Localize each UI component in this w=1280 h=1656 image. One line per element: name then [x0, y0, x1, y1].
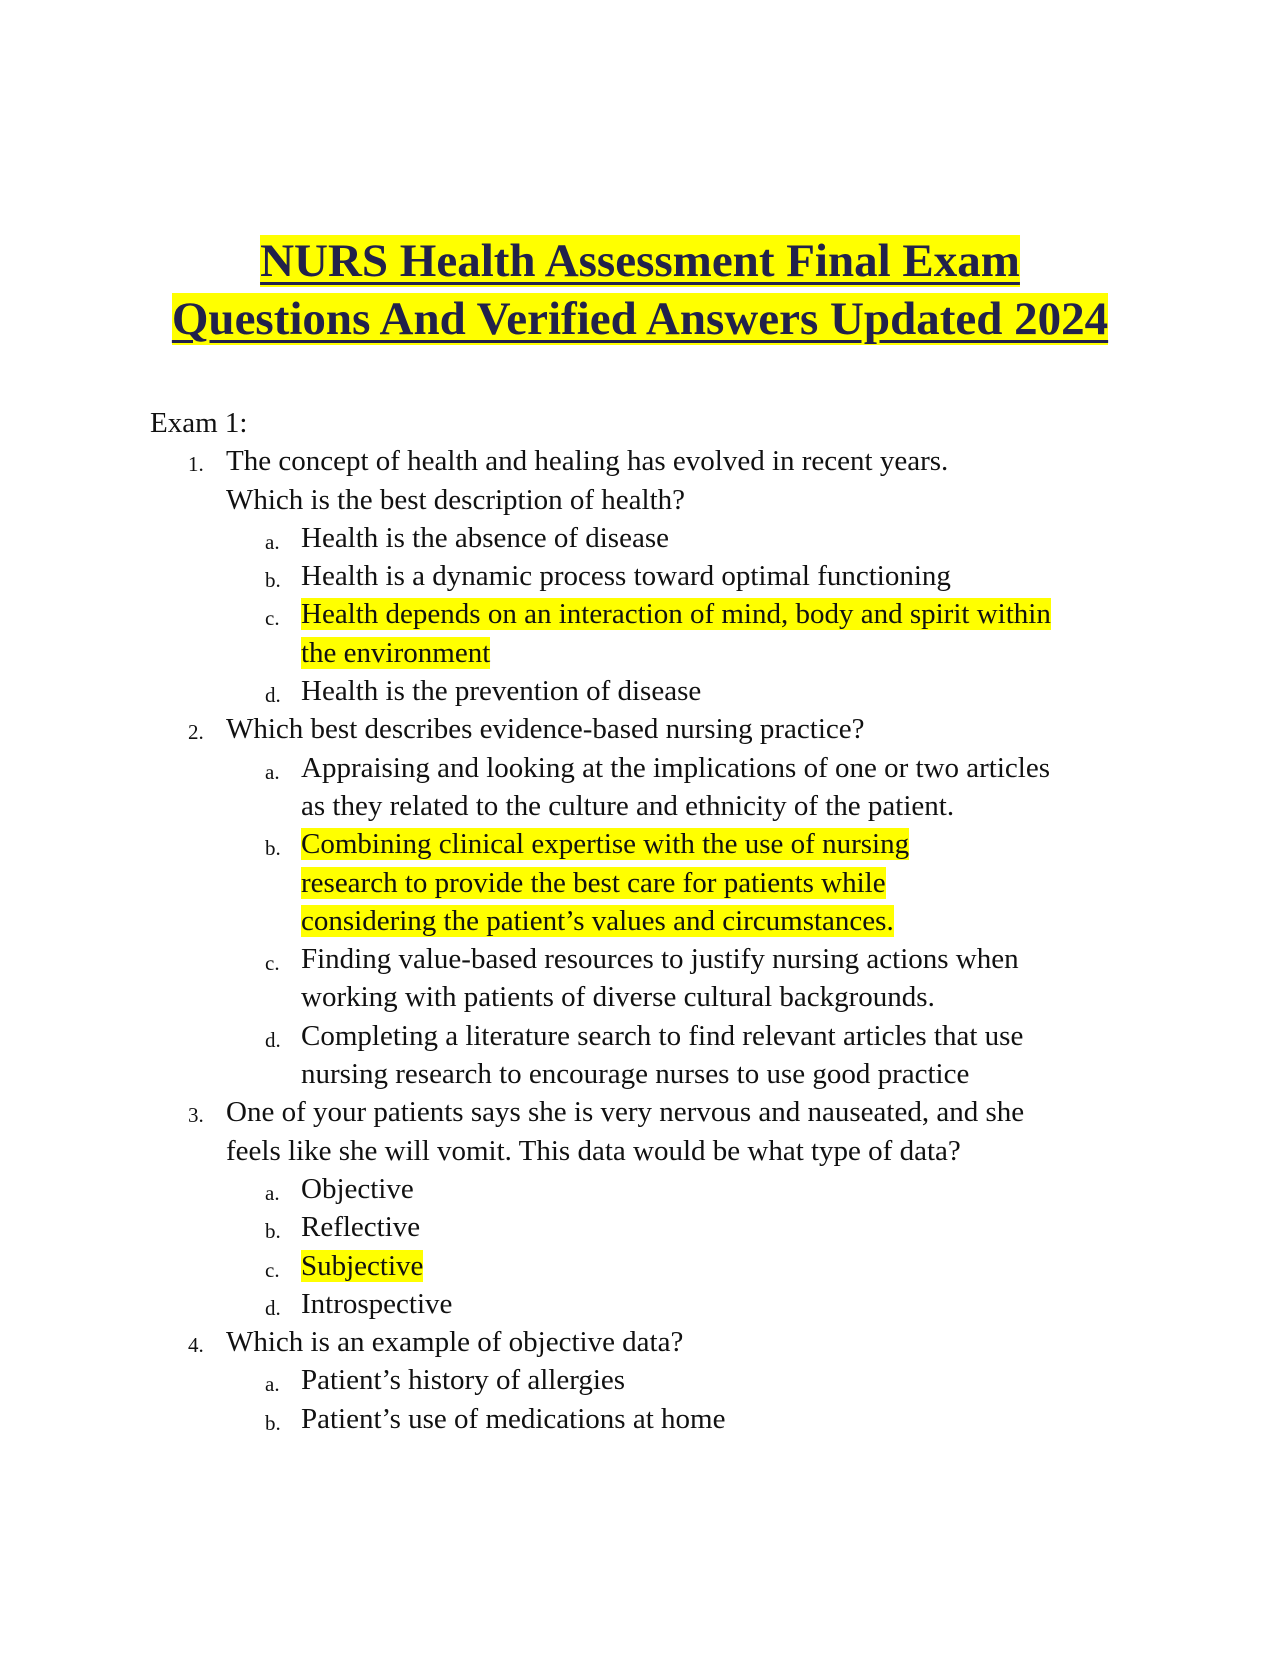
option-list — [226, 1170, 1150, 1323]
option-2c — [226, 940, 1150, 1017]
option-letter: a. — [265, 1180, 280, 1205]
question-number: 1. — [188, 452, 204, 477]
option-text: Patient’s use of medications at home — [301, 1402, 726, 1435]
option-1d — [226, 672, 1150, 710]
document-title — [0, 232, 1280, 348]
question-number: 4. — [188, 1333, 204, 1358]
option-text: Objective — [301, 1172, 414, 1205]
option-text: Appraising and looking at the implications of one or two articles as they related to the culture and ethnicity of the patient. — [301, 751, 1051, 822]
option-letter: b. — [265, 1410, 281, 1435]
option-4a — [226, 1361, 1150, 1399]
option-4b — [226, 1400, 1150, 1438]
option-letter: a. — [265, 529, 280, 554]
option-letter: c. — [265, 1257, 280, 1282]
option-1b — [226, 557, 1150, 595]
question-1 — [150, 442, 1150, 710]
question-2 — [150, 710, 1150, 1093]
option-letter: c. — [265, 606, 280, 631]
option-list — [226, 749, 1150, 1094]
option-list — [226, 1361, 1150, 1438]
question-4 — [150, 1323, 1150, 1438]
option-text: Reflective — [301, 1211, 421, 1244]
option-letter: b. — [265, 568, 281, 593]
option-3b — [226, 1208, 1150, 1246]
option-letter: a. — [265, 759, 280, 784]
question-number: 2. — [188, 720, 204, 745]
option-3d — [226, 1285, 1150, 1323]
option-2d — [226, 1017, 1150, 1094]
title-line-2: Questions And Verified Answers Updated 2024 — [171, 293, 1109, 345]
option-list — [226, 519, 1150, 710]
option-3a — [226, 1170, 1150, 1208]
question-text: Which is an example of objective data? — [226, 1326, 684, 1359]
option-text: Health is the absence of disease — [301, 521, 669, 554]
question-text: Which best describes evidence-based nursing practice? — [226, 713, 865, 746]
option-1a — [226, 519, 1150, 557]
option-letter: d. — [265, 683, 281, 708]
question-text: The concept of health and healing has evolved in recent years. Which is the best description of health? — [226, 445, 949, 516]
question-text: One of your patients says she is very nervous and nauseated, and she feels like she will vomit. This data would be what type of data? — [226, 1096, 1025, 1167]
question-3 — [150, 1093, 1150, 1323]
document-body — [150, 404, 1150, 1438]
option-text: Health is a dynamic process toward optimal functioning — [301, 560, 951, 593]
option-letter: b. — [265, 836, 281, 861]
option-2a — [226, 749, 1150, 826]
option-text: Patient’s history of allergies — [301, 1364, 626, 1397]
option-letter: d. — [265, 1027, 281, 1052]
option-text: Completing a literature search to find relevant articles that use nursing research to encourage nurses to use good practice — [301, 1019, 1024, 1091]
exam-label: Exam 1: — [150, 407, 248, 439]
option-3c — [226, 1247, 1150, 1285]
option-letter: c. — [265, 951, 280, 976]
question-list — [150, 442, 1150, 1438]
option-letter: a. — [265, 1372, 280, 1397]
title-line-1: NURS Health Assessment Final Exam — [260, 235, 1020, 287]
question-number: 3. — [188, 1103, 204, 1128]
option-2b — [226, 825, 1150, 940]
option-text: Health is the prevention of disease — [301, 675, 702, 708]
option-text: Introspective — [301, 1287, 453, 1320]
highlighted-answer: Health depends on an interaction of mind, body and spirit within the environment — [301, 598, 1051, 669]
option-1c — [226, 595, 1150, 672]
option-letter: b. — [265, 1219, 281, 1244]
option-letter: d. — [265, 1295, 281, 1320]
highlighted-answer: Combining clinical expertise with the use of nursing research to provide the best care for patients while considering the patient’s values and circumstances. — [301, 828, 910, 937]
highlighted-answer: Subjective — [301, 1249, 424, 1282]
option-text: Finding value-based resources to justify nursing actions when working with patients of diverse cultural backgrounds. — [301, 943, 1019, 1014]
